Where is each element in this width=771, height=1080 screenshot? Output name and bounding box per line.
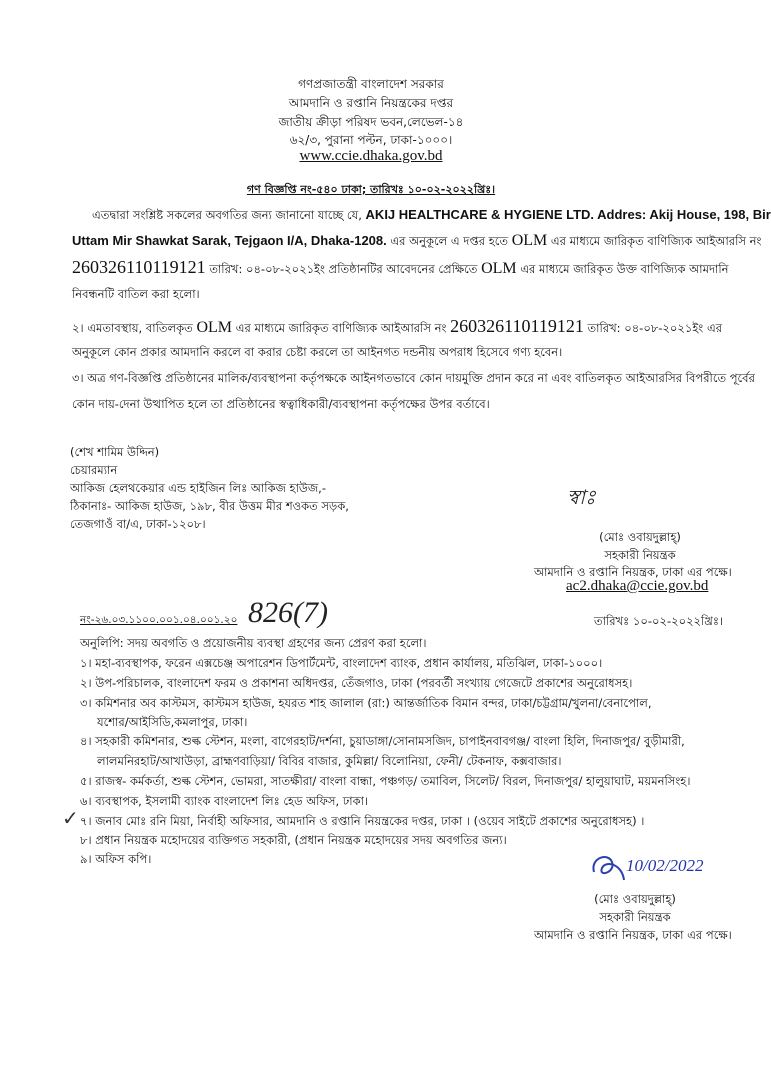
addressee-company: আকিজ হেলথকেয়ার এন্ড হাইজিন লিঃ আকিজ হাউজ,- <box>70 481 326 495</box>
addressee-block <box>70 443 349 533</box>
govt-name: গণপ্রজাতন্ত্রী বাংলাদেশ সরকার <box>298 77 444 91</box>
copy-item: ৭। জনাব মোঃ রনি মিয়া, নির্বাহী অফিসার, আমদানি ও রপ্তানি নিয়ন্ত্রকের দপ্তর, ঢাকা । (ওয়েব সাইটে প্রকাশের অনুরোধসহ) । <box>80 814 645 828</box>
copy-item: ৯। অফিস কপি। <box>80 852 152 866</box>
handwritten-number: 826(7) <box>248 596 328 629</box>
signatory-designation: সহকারী নিয়ন্ত্রক <box>599 910 671 924</box>
memo-date: তারিখঃ ১০-০২-২০২২খ্রিঃ। <box>594 614 724 628</box>
para1-line2 <box>72 232 762 252</box>
irc-number: 260326110119121 <box>72 257 206 277</box>
signatory-office: আমদানি ও রপ্তানি নিয়ন্ত্রক, ঢাকা এর পক্ষে। <box>534 565 732 579</box>
addressee-name: (শেখ শামিম উদ্দিন) <box>70 445 160 459</box>
olm-label: OLM <box>196 319 233 336</box>
notice-title: গণ বিজ্ঞপ্তি নং-৫৪০ ঢাকা; তারিখঃ ১০-০২-২০২২খ্রিঃ। <box>246 183 496 196</box>
para1-line1 <box>92 207 771 226</box>
copy-item: ২। উপ-পরিচালক, বাংলাদেশ ফরম ও প্রকাশনা অধিদপ্তর, তেঁজগাও, ঢাকা (পরবর্তী সংখ্যায় গেজেটে প্রকাশের অনুরোধসহ। <box>80 676 633 690</box>
copy-item: ৫। রাজস্ব- কর্মকর্তা, শুল্ক স্টেশন, ভোমরা, সাতক্ষীরা/ বাংলা বান্ধা, পঞ্চগড়/ তমাবিল, সিলেট/ বিরল, দিনাজপুর/ হালুয়াঘাট, ময়মনসিংহ। <box>80 774 691 788</box>
para1-text: এর মাধ্যমে জারিকৃত উক্ত বাণিজ্যিক আমদানি <box>520 262 729 276</box>
copy-item-cont: যশোর/আইসিডি,কমলাপুর, ঢাকা। <box>97 715 248 729</box>
para2-text: এর মাধ্যমে জারিকৃত বাণিজ্যিক আইআরসি নং <box>235 321 447 335</box>
copy-item: ১। মহা-ব্যবস্থাপক, ফরেন এক্সচেঞ্জ অপারেশন ডিপার্টমেন্ট, বাংলাদেশ ব্যাংক, প্রধান কার্যালয়, মতিঝিল, ঢাকা-১০০০। <box>80 656 603 670</box>
copy-item: ৩। কমিশনার অব কাস্টমস, কাস্টমস হাউজ, হযরত শাহ জালাল (রা:) আন্তর্জাতিক বিমান বন্দর, ঢাকা/চট্টগ্রাম/খুলনা/বেনাপোল, <box>80 696 652 710</box>
irc-number: 260326110119121 <box>450 316 584 336</box>
company-address: Uttam Mir Shawkat Sarak, Tejgaon I/A, Dhaka-1208. <box>72 233 387 248</box>
copy-item: ৬। ব্যবস্থাপক, ইসলামী ব্যাংক বাংলাদেশ লিঃ হেড অফিস, ঢাকা। <box>80 794 369 808</box>
para3-line2: কোন দায়-দেনা উত্থাপিত হলে তা প্রতিষ্ঠানের স্বত্বাধিকারী/ব্যবস্থাপনা কর্তৃপক্ষের উপর বর্তাবে। <box>72 397 490 411</box>
office-name: আমদানি ও রপ্তানি নিয়ন্ত্রকের দপ্তর <box>288 96 454 110</box>
check-mark-icon: ✓ <box>62 806 79 830</box>
email-link[interactable]: ac2.dhaka@ccie.gov.bd <box>566 578 709 594</box>
olm-label: OLM <box>511 232 548 249</box>
copy-item: ৮। প্রধান নিয়ন্ত্রক মহোদয়ের ব্যক্তিগত সহকারী, (প্রধান নিয়ন্ত্রক মহোদয়ের সদয় অবগতির জন্য। <box>80 833 507 847</box>
memo-ref-number: নং-২৬.০৩.১১০০.০০১.০৪.০০১.২০ <box>80 614 238 626</box>
para1-text: এর অনুকূলে এ দপ্তর হতে <box>390 234 509 248</box>
para2-line2: অনুকূলে কোন প্রকার আমদানি করলে বা করার চেষ্টা করলে তা আইনগত দন্ডনীয় অপরাধ হিসেবে গণ্য হবেন। <box>72 345 563 359</box>
signatory-office: আমদানি ও রপ্তানি নিয়ন্ত্রক, ঢাকা এর পক্ষে। <box>534 928 732 942</box>
signatory-top-block <box>540 528 740 564</box>
copies-intro: অনুলিপি: সদয় অবগতি ও প্রয়োজনীয় ব্যবস্থা গ্রহণের জন্য প্রেরণ করা হলো। <box>80 636 427 650</box>
copy-item: ৪। সহকারী কমিশনার, শুল্ক স্টেশন, মংলা, বাগেরহাট/দর্শনা, চুয়াডাঙ্গা/সোনামসজিদ, চাপাইনবাবগঞ্জ/ বাংলা হিলি, দিনাজপুর/ বুড়ীমারী, <box>80 734 685 748</box>
olm-label: OLM <box>481 260 517 277</box>
company-name: AKIJ HEALTHCARE & HYGIENE LTD. Addres: Akij House, 198, Bir <box>365 207 771 222</box>
copy-item-cont: লালমনিরহাট/আখাউড়া, ব্রাহ্মণবাড়িয়া/ বিবির বাজার, কুমিল্লা/ বিলোনিয়া, ফেনী/ টেকনাফ, কক্সবাজার। <box>97 754 562 768</box>
signatory-name: (মোঃ ওবায়দুল্লাহ্) <box>594 892 676 906</box>
signature-date: 10/02/2022 <box>626 856 704 875</box>
office-address: ৬২/৩, পুরানা পল্টন, ঢাকা-১০০০। <box>289 133 453 147</box>
addressee-address: ঠিকানাঃ- আকিজ হাউজ, ১৯৮, বীর উত্তম মীর শওকত সড়ক, <box>70 499 349 513</box>
para1-line4: নিবন্ধনটি বাতিল করা হলো। <box>72 287 200 301</box>
signature-initial: স্বাঃ <box>567 487 596 509</box>
signatory-designation: সহকারী নিয়ন্ত্রক <box>604 548 676 562</box>
para1-line3 <box>72 257 729 280</box>
addressee-title: চেয়ারম্যান <box>70 463 118 477</box>
signature-icon <box>588 850 628 886</box>
para2-line1 <box>72 316 722 339</box>
office-building: জাতীয় ক্রীড়া পরিষদ ভবন,লেভেল-১৪ <box>278 115 464 129</box>
website-link[interactable]: www.ccie.dhaka.gov.bd <box>299 148 443 164</box>
signatory-bottom-block <box>545 890 725 926</box>
para1-text: এর মাধ্যমে জারিকৃত বাণিজ্যিক আইআরসি নং <box>550 234 762 248</box>
para1-text: তারিখ: ০৪-০৮-২০২১ইং প্রতিষ্ঠানটির আবেদনের প্রেক্ষিতে <box>209 262 478 276</box>
para2-text: ২। এমতাবস্থায়, বাতিলকৃত <box>72 321 193 335</box>
para1-text: এতদ্বারা সংশ্লিষ্ট সকলের অবগতির জন্য জানানো যাচ্ছে যে, <box>92 208 362 222</box>
para3-line1: ৩। অত্র গণ-বিজ্ঞপ্তি প্রতিষ্ঠানের মালিক/ব্যবস্থাপনা কর্তৃপক্ষকে আইনগতভাবে কোন দায়মুক্তি প্রদান করে না এবং বাতিলকৃত আইআরসির বিপরীতে পূর্বের <box>72 371 755 385</box>
signatory-name: (মোঃ ওবায়দুল্লাহ্) <box>599 530 681 544</box>
addressee-city: তেজগাওঁ বা/এ, ঢাকা-১২০৮। <box>70 517 206 531</box>
para2-text: তারিখ: ০৪-০৮-২০২১ইং এর <box>587 321 723 335</box>
